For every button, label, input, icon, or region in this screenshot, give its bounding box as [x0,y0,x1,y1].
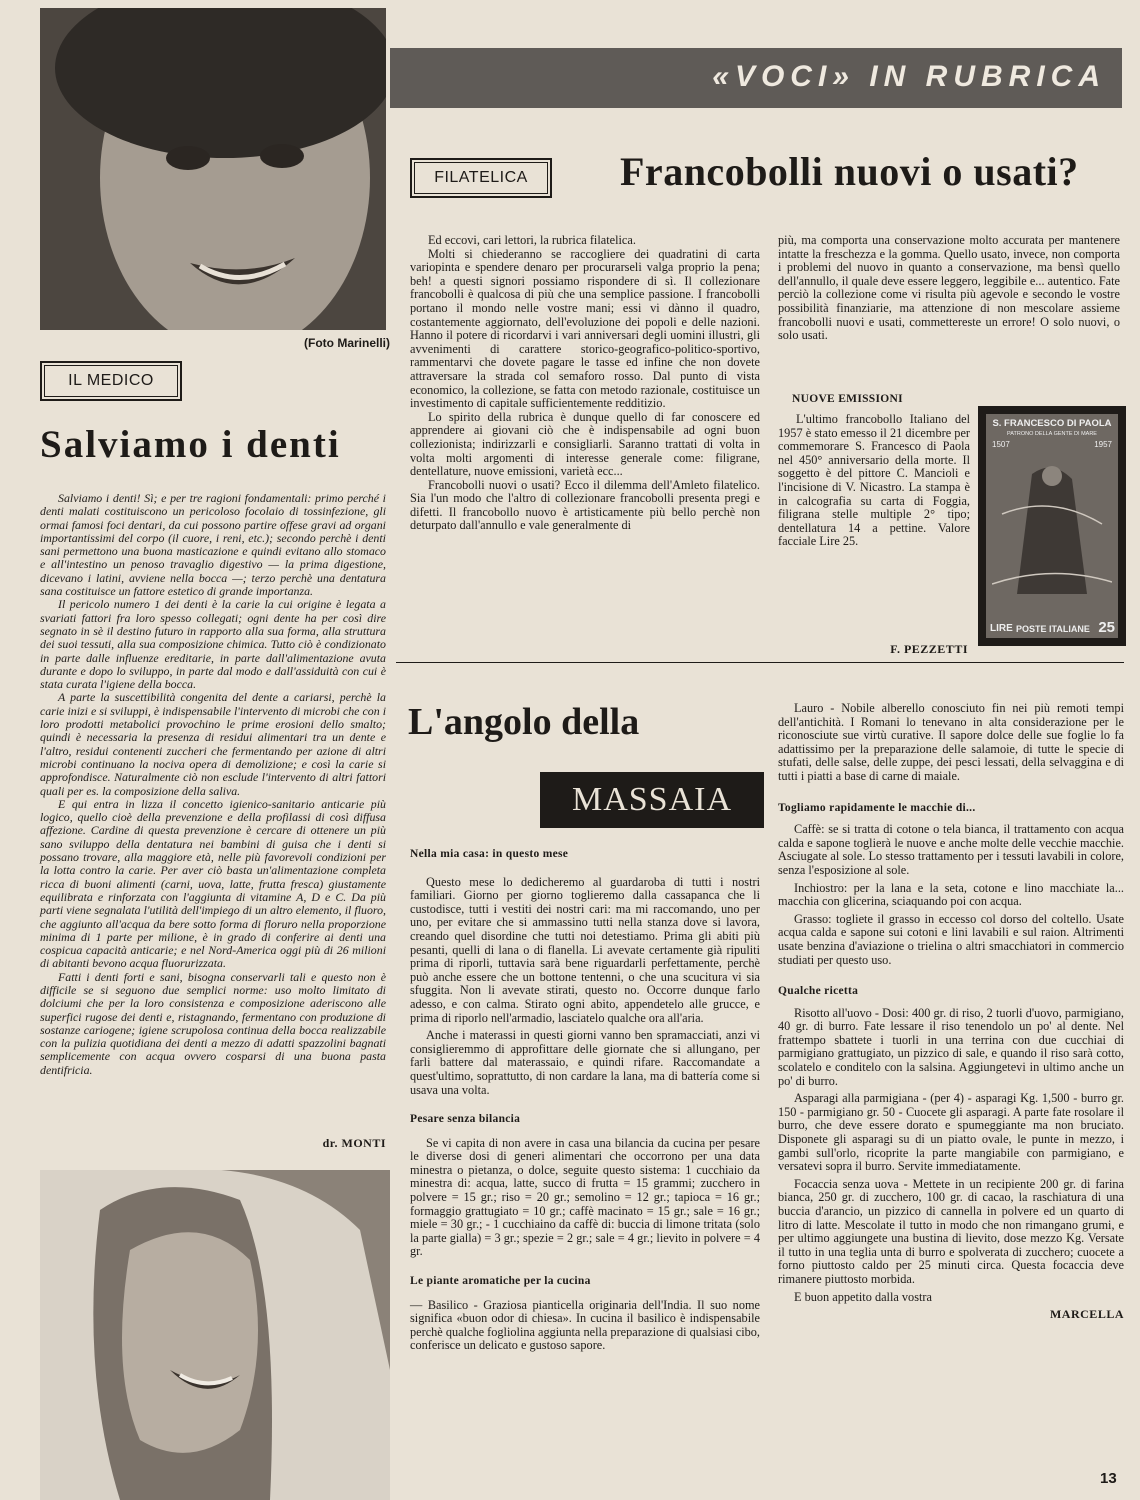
paragraph: Molti si chiederanno se raccogliere dei quadratini di carta variopinta e spendere denaro per procurarseli valga proprio la pena; beh! a questi signori possiamo rispondere di sì. Il collezionare francobolli è qualcosa di più che una semplice passione. I francobolli portano il mondo nelle vostre mani; essi vi dànno il quadro, costantemente aggiornato, dell'evoluzione dei popoli e delle nazioni. Hanno il potere di ricordarvi i vari anniversari degli uomini illustri, gli avvenimenti di carattere storico-geografico-politico-sportivo, rammentarvi che dovete pagare le tasse ed infine che non dovete attraversare la strada col semaforo rosso. Dal punto di vista economico, la collezione, se fatta con metodo razionale, costituisce un investimento di capitale sufficientemente redditizio. [410,246,760,411]
stamp-line1: S. FRANCESCO DI PAOLA [992,418,1112,429]
paragraph: E buon appetito dalla vostra [794,1289,932,1304]
section-title: Le piante aromatiche per la cucina [410,1275,591,1288]
filatelica-title: Francobolli nuovi o usati? [620,149,1079,194]
photo-woman [40,1170,390,1500]
photo-child [40,8,386,330]
paragraph: Salviamo i denti! Sì; e per tre ragioni fondamentali: primo perché i denti malati costituiscono un pericoloso focolaio di tossinfezione, gli ormai famosi foci dentari, da cui possono partire offese gravi ad organi importantissimi del corpo (il cuore, i reni, etc.); secondo perchè i denti sani permettono una buona masticazione e quindi evitano allo stomaco e all'intestino un penoso travaglio digestivo — la prima digestione, dicevano i latini, avviene nella bocca —; terzo perchè una dentatura sana costituisce un fattore estetico di grande importanza. [40,491,386,599]
filatelica-label: FILATELICA [414,162,548,194]
paragraph: Asparagi alla parmigiana - (per 4) - asparagi Kg. 1,500 - burro gr. 150 - parmigiano gr. 50 - Cuocete gli asparagi. A parte fate rosolare il burro, che deve essere dorato e spumeggiante ma non bruciato. Disponete gli asparagi su di un piatto ovale, le punte in mezzo, i gambi sull'orlo, ricoprite la parte mangiabile con parmigiano, e versatevi sopra il burro. Servite immediatamente. [778,1091,1124,1174]
filatelica-signature: F. PEZZETTI [890,642,968,656]
paragraph: Francobolli nuovi o usati? Ecco il dilemma dell'Amleto filatelico. Sia l'un modo che l'altro di collezionare francobolli presenta pregi e difetti. Il francobollo nuovo è artisticamente più bello perchè non deturpato dall'annullo e vale generalmente di [410,477,760,533]
section-title: Nella mia casa: in questo mese [410,848,569,860]
emissioni-text: L'ultimo francobollo Italiano del 1957 è stato emesso il 21 dicembre per commemorare S. Francesco di Paola nel 450° anniversario della morte. Il soggetto è del pittore C. Mancioli e l'incisione di V. Nicastro. La stampa è in calcografia su carta di Foggia, filigrana stelle multiple 2° tipo; dentellatura 14 a pettine. Valore facciale Lire 25. [778,412,970,549]
paragraph: — Basilico - Graziosa pianticella originaria dell'India. Il suo nome significa «buon odor di chiesa». In cucina il basilico è indispensabile perchè qualche fogliolina aggiunta nella preparazione di qualsiasi cibo, conferisce un delicato e gustoso sapore. [410,1297,760,1353]
stamp-saint-figure [992,454,1112,602]
section-title: Pesare senza bilancia [410,1113,521,1126]
paragraph: Ed eccovi, cari lettori, la rubrica filatelica. [428,233,636,247]
stamp-year-right: 1957 [1094,440,1112,449]
massaia-title: L'angolo della [408,701,640,743]
filatelica-col2 [778,234,1120,343]
paragraph: A parte la suscettibilità congenita del dente a cariarsi, perchè la carie inizi e si sviluppi, è indispensabile l'intervento di microbi che con i loro prodotti metabolici provochino le prime erosioni dello smalto; quindi è necessaria la presenza di residui alimentari tra un dente e l'altro, residui contenenti zuccheri che fermentando per azione di altri microbi continuano la nociva opera di demolizione; e così la carie si approfondisce. Naturalmente ciò non esclude l'intervento di altri fattori quali per es. la composizione della saliva. [40,690,386,798]
massaia-banner-box [540,772,764,828]
paragraph: Focaccia senza uova - Mettete in un recipiente 200 gr. di farina bianca, 250 gr. di zucchero, 100 gr. di cacao, la raschiatura di una buccia d'arancio, un pizzico di cannella in polvere ed un quarto di litro di latte. Mescolate il tutto in modo che non rimangano grumi, e per ultimo aggiungete una bustina di lievito, dose mezzo Kg. Versate il tutto in una teglia unta di burro e spolverata di zucchero; cuocete a forno piuttosto caldo per 25 minuti circa. Questa focaccia deve rimanere piuttosto morbida. [778,1176,1124,1286]
medico-label: IL MEDICO [44,365,178,397]
paragraph: Lauro - Nobile alberello conosciuto fin nei più remoti tempi dell'antichità. I Romani lo tenevano in alta considerazione per le riconosciute sue virtù curative. Il sapore dolce delle sue foglie lo fa adattissimo per la preparazione delle salamoie, di tutte le specie di stufati, delle salse, delle zuppe, dei pesci lessati, della selvaggina e di tutti i piatti a base di carne di maiale. [778,701,1124,783]
massaia-signature: MARCELLA [1049,1307,1124,1322]
section-banner [390,48,1122,108]
filatelica-col1 [410,234,760,533]
stamp-bottom-mid: POSTE ITALIANE [1016,624,1090,634]
emissioni-title: NUOVE EMISSIONI [792,393,903,405]
stamp-line2: PATRONO DELLA GENTE DI MARE [1007,431,1097,437]
paragraph: Risotto all'uovo - Dosi: 400 gr. di riso, 2 tuorli d'uovo, parmigiano, 40 gr. di burro. Fate lessare il riso tenendolo un po' al dente. Nel frattempo sbattete i tuorli in una terrina con due cucchiai di parmigiano grattugiato, un pizzico di sale, e quando il riso sarà cotto, scolatelo e conditelo con la salsina. Aggiungetevi in ultimo anche un po' di burro. [778,1005,1124,1088]
paragraph: più, ma comporta una conservazione molto accurata per mantenere intatte la freschezza e la gomma. Quello usato, invece, non comporta i problemi del nuovo in quanto a conservazione, ma bensì quello dell'annullo, il quale deve essere leggero, leggibile e... autentico. Fate perciò la collezione come vi risulta più agevole e secondo le vostre possibilità finanziarie, ma attenzione di non mescolare assieme francobolli nuovi e usati, commettereste un errore! O solo nuovi, o solo usati. [778,233,1120,343]
massaia-col1 [410,848,760,1357]
medico-signature: dr. MONTI [322,1136,386,1150]
massaia-col2 [778,702,1124,1322]
banner-title: «VOCI» IN RUBRICA [712,60,1106,93]
paragraph: Inchiostro: per la lana e la seta, cotone e lino macchiate la... macchia con glicerina, sciaquando poi con acqua. [778,880,1124,909]
photo-credit: (Foto Marinelli) [304,336,390,350]
paragraph: Se vi capita di non avere in casa una bilancia da cucina per pesare le diverse dosi di generi alimentari che occorrono per una data minestra o pietanza, o dolce, seguite questo sistema: 1 cucchiaio da minestra di: acqua, latte, succo di frutta = 15 grammi; zucchero in polvere = 15 gr.; riso = 20 gr.; semolino = 12 gr.; tapioca = 16 gr.; formaggio grattugiato = 10 gr.; caffè macinato = 15 gr.; sale = 16 gr.; miele = 30 gr.; - 1 cucchiaino da caffè di: buccia di limone tritata (solo la parte gialla) = 3 gr.; spezie = 2 gr.; sale = 4 gr.; lievito in polvere = 4 gr. [410,1135,760,1259]
paragraph: Grasso: togliete il grasso in eccesso col dorso del coltello. Usate acqua calda e sapone sui cotoni e lini lavabili e sul raion. Altrimenti usate benzina d'aviazione o trielina o altri smacchiatori in commercio studiati per questo uso. [778,911,1124,967]
emissioni-text-box [778,413,970,549]
paragraph: Questo mese lo dedicheremo al guardaroba di tutti i nostri familiari. Giorno per giorno toglieremo dalla cassapanca che li custodisce, tutti i vestiti dei nostri cari: ma mi raccomando, uno per uno, per evitare che si ammassino tutti nella stanza dove si lavora, creando quel disordine che tutti noi detestiamo. Prima gli abiti più pesanti, quelli di lana o di flanella. Li avevate certamente già ripuliti prima di riporli, tuttavia sarà bene riguardarli perfettamente, perchè può anche essere che un bottone tentenni, o che una scucitura vi sia sfuggita. Non li avevate stirati, questo no. Occorre dunque farlo adesso, e con calma. Stirato ogni abito, appendetelo alle grucce, e prima di riporlo nell'armadio, lasciatelo qualche ora all'aria. [410,874,760,1025]
stamp-year-left: 1507 [992,440,1010,449]
massaia-banner: MASSAIA [571,781,733,818]
paragraph: Lo spirito della rubrica è dunque quello di far conoscere ed apprendere ai giovani ciò che è indispensabile ad ogni buon collezionista; indirizzarli e consigliarli. Saranno trattati di volta in volta molti argomenti di interesse generale come: filigrane, dentellature, nuove emissioni, varietà ecc... [410,409,760,479]
paragraph: Caffè: se si tratta di cotone o tela bianca, il trattamento con acqua calda e sapone toglierà le nuove e anche molte delle vecchie macchie. Asciugate al sole. Lo stesso trattamento per i tessuti lavabili in colore, senza l'esposizione al sole. [778,822,1124,877]
section-divider [396,662,1124,663]
stamp-image [978,406,1126,646]
filatelica-label-box [410,158,552,198]
medico-body [40,492,386,1077]
medico-label-box [40,361,182,401]
paragraph: Il pericolo numero 1 dei denti è la carie la cui origine è legata a svariati fattori fra loro spesso collegati; ogni dente ha per così dire segnato in sè il destino futuro in rapporto alla sua forma, alla struttura dei suoi tessuti, alla sua composizione chimica. Tutto ciò è condizionato in parte dalle influenze ereditarie, in parte dall'alimentazione avuta durante e dopo lo sviluppo, in parte dal modo e dall'assiduità con cui è stata curata l'igiene della bocca. [40,597,386,692]
paragraph: Anche i materassi in questi giorni vanno ben spramacciati, anzi vi consiglieremmo di approfittare delle giornate che si allungano, per farli battere dal materassaio, e quindi rifare. Raccomandate a quest'ultimo, soprattutto, di non cardare la lana, ma di battería come si usava una volta. [410,1028,760,1097]
paragraph: E qui entra in lizza il concetto igienico-sanitario anticarie più logico, quello cioè della prevenzione e della profilassi di così diffusa affezione. Cardine di questa prevenzione è cercare di ottenere un più sano sviluppo della dentatura nei bambini di guisa che i denti si possano trovare, alla maggiore età, nelle più favorevoli condizioni per la lotta contro la carie. Per aver ciò basta un'alimentazione completa ricca di buoni alimenti (carni, uova, latte, frutta fresca) giustamente equilibrata e rinforzata con l'aggiunta di vitamine A, D e C. Da più parti viene segnalata l'utilità dell'impiego di un altro elemento, il fluoro, che aggiunto all'acqua da bere sotto forma di floruro nella proporzione minima di 1 parte per milione, è in grado di conferire ai denti una cospicua capacità anticarie; e nel Nord-America oggi più di 26 milioni di abitanti bevono acqua fluorurizzata. [40,796,386,971]
section-title: Togliamo rapidamente le macchie di... [778,801,976,814]
stamp-bottom-left: LIRE [990,623,1013,634]
paragraph: Fatti i denti forti e sani, bisogna conservarli tali e questo non è difficile se si seguono due semplici norme: uso molto limitato di dolciumi che per la loro consistenza e composizione aderiscono alle superfici rugose dei denti e, ristagnando, fermentano con produzione di sostanze cariogene; igiene scrupolosa continua della bocca realizzabile con la pulizia quotidiana dei denti a mezzo di adatti spazzolini bagnati semplicemente con acqua ovvero cosparsi di una buona pasta dentifricia. [40,969,386,1077]
stamp-value: 25 [1098,619,1115,636]
page-number: 13 [1100,1470,1117,1487]
medico-title: Salviamo i denti [40,423,341,466]
section-title: Qualche ricetta [778,985,859,998]
